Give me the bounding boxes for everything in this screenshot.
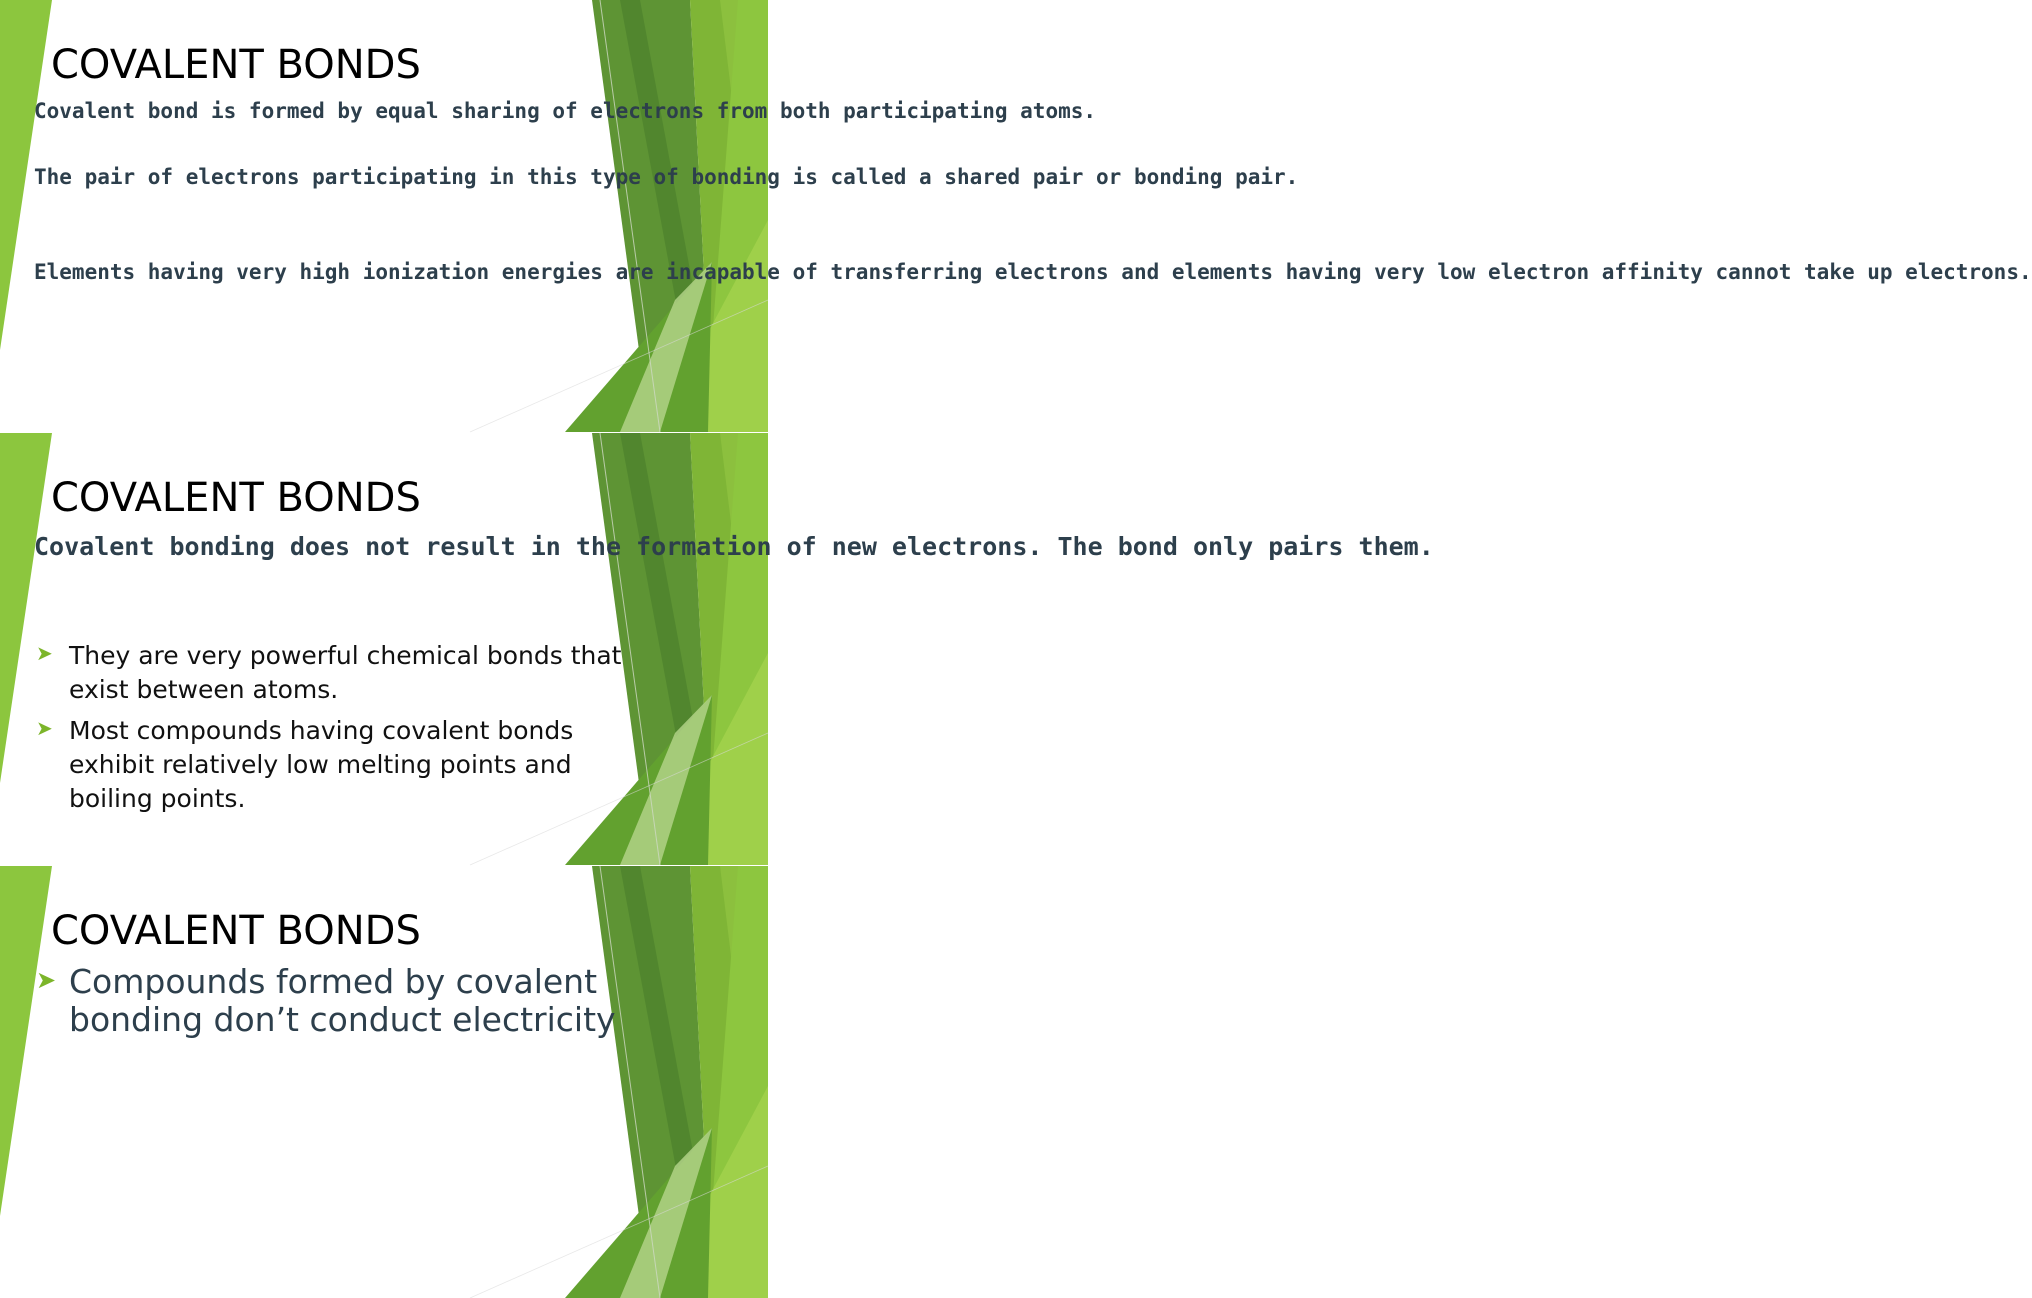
slide-3	[0, 866, 768, 1039]
slide-1	[0, 0, 2032, 432]
slide-title: COVALENT BONDS	[51, 475, 421, 521]
bullet-list	[34, 639, 621, 823]
slide-paragraph: Elements having very high ionization energies are incapable of transferring electrons and elements having very low electron affinity cannot take up electrons.	[34, 260, 2032, 284]
slide-paragraph: Covalent bonding does not result in the formation of new electrons. The bond only pairs them.	[34, 532, 1434, 561]
bullet-text: They are very powerful chemical bonds that exist between atoms.	[69, 641, 622, 704]
slide-paragraph: The pair of electrons participating in this type of bonding is called a shared pair or bonding pair.	[34, 165, 1299, 189]
slide-title: COVALENT BONDS	[51, 908, 421, 954]
slide-paragraph: Covalent bond is formed by equal sharing of electrons from both participating atoms.	[34, 99, 1097, 123]
slide-2	[0, 433, 1434, 865]
arrow-bullet-icon: ➤	[36, 641, 53, 665]
bullet-item	[34, 639, 621, 707]
arrow-bullet-icon: ➤	[36, 966, 57, 994]
arrow-bullet-icon: ➤	[36, 716, 53, 740]
bullet-list	[34, 963, 616, 1039]
slide-title: COVALENT BONDS	[51, 42, 421, 88]
bullet-item	[34, 963, 616, 1039]
bullet-item	[34, 714, 621, 816]
bullet-text: Compounds formed by covalent bonding don’t conduct electricity	[69, 962, 616, 1039]
bullet-text: Most compounds having covalent bonds exhibit relatively low melting points and boiling points.	[69, 716, 574, 813]
